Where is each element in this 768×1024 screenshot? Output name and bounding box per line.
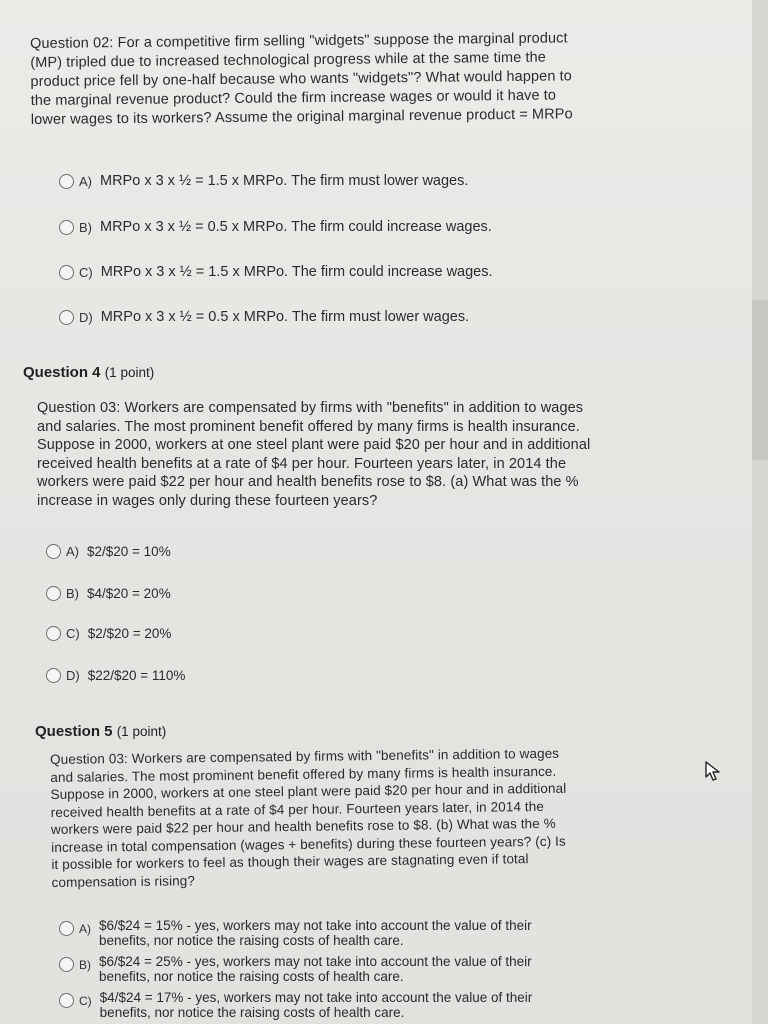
option-text: MRPo x 3 x ½ = 1.5 x MRPo. The firm must lower wages. bbox=[100, 173, 469, 189]
q4-option-b[interactable] bbox=[46, 586, 171, 601]
option-text: benefits, nor notice the raising costs of health care. bbox=[99, 1005, 405, 1020]
radio-button[interactable] bbox=[46, 586, 61, 601]
radio-button[interactable] bbox=[59, 220, 74, 235]
radio-button[interactable] bbox=[59, 993, 74, 1008]
question-points: (1 point) bbox=[104, 365, 155, 380]
q4-option-c[interactable] bbox=[46, 626, 171, 641]
radio-button[interactable] bbox=[46, 668, 61, 683]
q3-option-a[interactable] bbox=[59, 173, 468, 189]
q3-option-c[interactable] bbox=[59, 264, 493, 280]
question-3-line: Question 02: For a competitive firm selling "widgets" suppose the marginal product bbox=[30, 30, 568, 52]
question-3-line: the marginal revenue product? Could the firm increase wages or would it have to bbox=[30, 87, 557, 109]
option-letter: A) bbox=[66, 544, 79, 559]
question-3-text bbox=[30, 29, 573, 130]
option-text: $2/$20 = 10% bbox=[87, 544, 171, 559]
q5-option-c[interactable] bbox=[59, 990, 532, 1020]
option-letter: D) bbox=[79, 309, 93, 325]
question-4-line: Question 03: Workers are compensated by firms with "benefits" in addition to wages bbox=[37, 400, 584, 416]
option-letter: A) bbox=[79, 922, 91, 936]
option-text: $6/$24 = 15% - yes, workers may not take into account the value of their bbox=[99, 918, 532, 933]
question-3-line: product price fell by one-half because who wants "widgets"? What would happen to bbox=[30, 68, 572, 90]
question-4-text bbox=[37, 399, 590, 510]
option-text: $22/$20 = 110% bbox=[87, 668, 186, 683]
question-5-line: received health benefits at a rate of $4 per hour. Fourteen years later, in 2014 the bbox=[50, 798, 545, 820]
option-letter: C) bbox=[66, 626, 80, 641]
option-letter: B) bbox=[79, 219, 92, 235]
mouse-cursor-icon bbox=[703, 760, 725, 782]
question-4-line: Suppose in 2000, workers at one steel plant were paid $20 per hour and in additional bbox=[37, 437, 591, 453]
q3-option-b[interactable] bbox=[59, 219, 492, 235]
option-text: MRPo x 3 x ½ = 0.5 x MRPo. The firm must lower wages. bbox=[100, 309, 470, 325]
radio-button[interactable] bbox=[59, 174, 74, 189]
radio-button[interactable] bbox=[59, 921, 74, 936]
question-title: Question 4 bbox=[23, 364, 101, 381]
question-5-line: and salaries. The most prominent benefit offered by many firms is health insurance. bbox=[50, 763, 557, 785]
option-text: MRPo x 3 x ½ = 0.5 x MRPo. The firm could increase wages. bbox=[100, 219, 492, 235]
question-3-line: lower wages to its workers? Assume the original marginal revenue product = MRPo bbox=[30, 106, 573, 128]
question-points: (1 point) bbox=[116, 724, 167, 739]
question-3-line: (MP) tripled due to increased technological progress while at the same time the bbox=[30, 49, 547, 71]
question-4-line: received health benefits at a rate of $4 per hour. Fourteen years later, in 2014 the bbox=[37, 455, 567, 472]
option-text: benefits, nor notice the raising costs of health care. bbox=[99, 969, 404, 984]
question-4-line: workers were paid $22 per hour and health benefits rose to $8. (a) What was the % bbox=[37, 474, 579, 490]
question-5-line: Question 03: Workers are compensated by firms with "benefits" in addition to wages bbox=[50, 745, 560, 767]
question-5-text bbox=[50, 745, 567, 891]
option-text: $4/$24 = 17% - yes, workers may not take into account the value of their bbox=[99, 990, 533, 1005]
option-letter: B) bbox=[66, 586, 79, 601]
option-text: MRPo x 3 x ½ = 1.5 x MRPo. The firm could increase wages. bbox=[100, 264, 493, 280]
radio-button[interactable] bbox=[59, 957, 74, 972]
radio-button[interactable] bbox=[46, 626, 61, 641]
question-5-heading bbox=[35, 723, 166, 740]
q4-option-a[interactable] bbox=[46, 544, 171, 559]
option-letter: B) bbox=[79, 958, 91, 972]
radio-button[interactable] bbox=[59, 310, 74, 325]
option-letter: D) bbox=[66, 668, 80, 683]
radio-button[interactable] bbox=[46, 544, 61, 559]
option-letter: C) bbox=[79, 994, 92, 1008]
scrollbar[interactable] bbox=[752, 0, 768, 1024]
option-letter: C) bbox=[79, 264, 93, 280]
question-5-line: Suppose in 2000, workers at one steel plant were paid $20 per hour and in additional bbox=[50, 780, 567, 802]
option-text: $6/$24 = 25% - yes, workers may not take into account the value of their bbox=[99, 954, 532, 969]
radio-button[interactable] bbox=[59, 265, 74, 280]
option-letter: A) bbox=[79, 173, 92, 189]
q5-option-b[interactable] bbox=[59, 954, 532, 984]
question-4-heading bbox=[23, 364, 154, 381]
question-5-line: workers were paid $22 per hour and health benefits rose to $8. (b) What was the % bbox=[50, 815, 556, 837]
question-4-line: increase in wages only during these fourteen years? bbox=[37, 492, 378, 509]
q5-option-a[interactable] bbox=[59, 918, 532, 948]
question-title: Question 5 bbox=[35, 723, 113, 740]
q4-option-d[interactable] bbox=[46, 668, 185, 683]
question-4-line: and salaries. The most prominent benefit offered by many firms is health insurance. bbox=[37, 418, 580, 435]
scrollbar-thumb[interactable] bbox=[752, 300, 768, 460]
option-text: benefits, nor notice the raising costs of health care. bbox=[99, 933, 404, 948]
question-5-line: compensation is rising? bbox=[51, 872, 196, 890]
q3-option-d[interactable] bbox=[59, 309, 469, 325]
option-text: $4/$20 = 20% bbox=[87, 586, 171, 601]
question-5-line: it possible for workers to feel as though their wages are stagnating even if total bbox=[51, 851, 529, 872]
question-5-line: increase in total compensation (wages + benefits) during these fourteen years? (c) Is bbox=[51, 833, 566, 855]
option-text: $2/$20 = 20% bbox=[87, 626, 172, 641]
